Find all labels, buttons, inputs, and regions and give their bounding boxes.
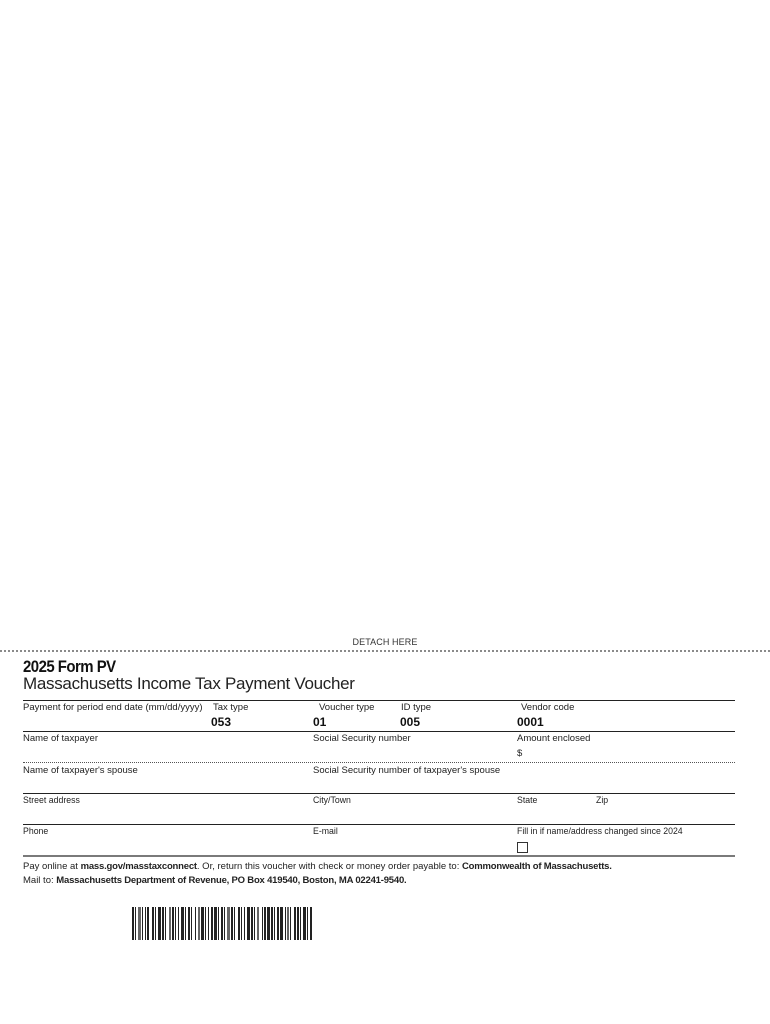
phone-field[interactable] bbox=[23, 839, 303, 853]
state-label: State bbox=[517, 795, 538, 806]
detach-here-label: DETACH HERE bbox=[352, 637, 418, 647]
period-end-date-label: Payment for period end date (mm/dd/yyyy) bbox=[23, 702, 203, 713]
payee-name: Commonwealth of Massachusetts. bbox=[461, 861, 612, 872]
spouse-ssn-field[interactable] bbox=[313, 777, 503, 791]
pay-online-prefix: Pay online at bbox=[23, 861, 81, 872]
address-changed-checkbox[interactable] bbox=[517, 842, 528, 853]
taxpayer-name-label: Name of taxpayer bbox=[23, 733, 98, 744]
return-voucher-text: . Or, return this voucher with check or money order payable to: bbox=[196, 861, 462, 872]
ssn-label: Social Security number bbox=[313, 733, 411, 744]
email-label: E-mail bbox=[313, 826, 338, 837]
tax-type-label: Tax type bbox=[213, 702, 249, 713]
divider-row4 bbox=[23, 793, 735, 794]
divider-row3 bbox=[23, 762, 735, 763]
mail-to-instructions bbox=[23, 875, 406, 886]
divider-row2 bbox=[23, 731, 735, 732]
spouse-name-label: Name of taxpayer's spouse bbox=[23, 765, 138, 776]
amount-enclosed-label: Amount enclosed bbox=[517, 733, 591, 744]
zip-field[interactable] bbox=[596, 808, 726, 822]
state-field[interactable] bbox=[517, 808, 587, 822]
spouse-name-field[interactable] bbox=[23, 777, 303, 791]
vendor-code-value: 0001 bbox=[517, 715, 544, 729]
spouse-ssn-label: Social Security number of taxpayer's spouse bbox=[313, 765, 501, 776]
voucher-type-value: 01 bbox=[313, 715, 327, 729]
form-title: 2025 Form PV bbox=[23, 657, 116, 676]
vendor-code-label: Vendor code bbox=[521, 702, 575, 713]
mail-to-prefix: Mail to: bbox=[23, 875, 57, 886]
city-town-label: City/Town bbox=[313, 795, 351, 806]
voucher-type-label: Voucher type bbox=[319, 702, 375, 713]
address-changed-label: Fill in if name/address changed since 2024 bbox=[517, 826, 683, 837]
email-field[interactable] bbox=[313, 839, 503, 853]
taxpayer-name-field[interactable] bbox=[23, 745, 303, 759]
id-type-label: ID type bbox=[401, 702, 432, 713]
pay-online-instructions bbox=[23, 861, 612, 872]
mailing-address: Massachusetts Department of Revenue, PO Box 419540, Boston, MA 02241-9540. bbox=[56, 875, 407, 886]
street-address-field[interactable] bbox=[23, 808, 303, 822]
city-town-field[interactable] bbox=[313, 808, 503, 822]
id-type-value: 005 bbox=[400, 715, 421, 729]
phone-label: Phone bbox=[23, 826, 49, 837]
barcode bbox=[132, 907, 372, 940]
amount-enclosed-field[interactable] bbox=[526, 745, 726, 759]
divider-bottom bbox=[23, 855, 735, 857]
masstaxconnect-link[interactable]: mass.gov/masstaxconnect bbox=[80, 861, 197, 872]
zip-label: Zip bbox=[596, 795, 609, 806]
ssn-field[interactable] bbox=[313, 745, 503, 759]
divider-top bbox=[23, 700, 735, 701]
barcode-bar bbox=[312, 907, 313, 940]
tax-type-value: 053 bbox=[211, 715, 232, 729]
street-address-label: Street address bbox=[23, 795, 80, 806]
divider-row5 bbox=[23, 824, 735, 825]
form-subtitle: Massachusetts Income Tax Payment Voucher bbox=[23, 674, 355, 693]
detach-perforation-line bbox=[0, 650, 770, 652]
dollar-sign: $ bbox=[517, 748, 523, 759]
